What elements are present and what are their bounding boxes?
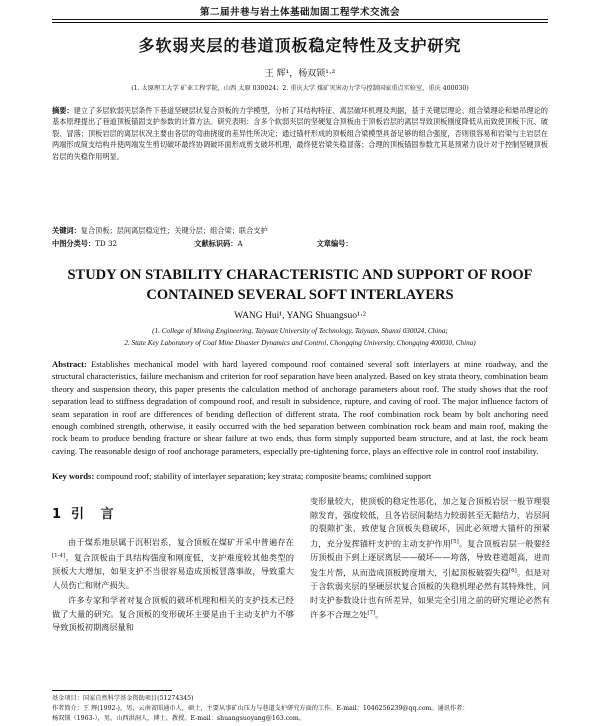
english-abstract-label: Abstract:	[52, 359, 87, 369]
classification-line	[52, 238, 548, 249]
english-affiliation-line-1: (1. College of Mining Engineering, Taiyuan University of Technology, Taiyuan, Shanxi 030024, China;	[152, 327, 448, 335]
english-title-line-1: STUDY ON STABILITY CHARACTERISTIC AND SUPPORT OF ROOF	[67, 267, 533, 283]
body-left-column	[52, 495, 294, 635]
body-right-column	[310, 495, 550, 623]
header-rule-thick	[52, 19, 548, 20]
right-paragraph-mid: 。复合顶板岩层一般要经历顶板由下到上逐层离层——破坏——垮落，导致巷道超高，进而发生片帮，从而造成顶板跨度增大，引起顶板破裂失稳	[310, 538, 550, 578]
intro-paragraph-1-rest: 。复合顶板由于具结构强度和刚度低，支护难度较其他类型的顶板大大增加，如果支护不当很容易造成顶板冒落事故，导致重大人员伤亡和财产损失。	[52, 552, 294, 590]
english-title-line-2: CONTAINED SEVERAL SOFT INTERLAYERS	[146, 287, 454, 303]
article-number-field	[317, 238, 353, 249]
intro-paragraph-2: 许多专家和学者对复合顶板的破坏机理和相关的支护技术已经做了大量的研究。复合顶板的变形破坏主要是由于主动支护力不够导致顶板初期离层量和	[52, 595, 294, 633]
citation-ref: [6]	[509, 567, 517, 574]
chinese-keywords-label: 关键词：	[52, 226, 81, 235]
footnote-author-info: 作者简介：王 辉(1992-)，男，云南省昭通市人，硕士，主要从事矿山压力与巷道支护研究方面的工作。E-mail：1046256239@qq.com。通讯作者：	[52, 705, 469, 712]
english-abstract-text: Establishes mechanical model with hard layered compound roof contained several soft interlayers at mine roadway, and the structural characteristics, failure mechanism and criterion for roof separation have been analyzed. Based on key strata theory, combination beam theory and suspension theory, this paper presents the calculation method of anchorage parameters about roof. The study shows that the roof separation lead to stiffness degradation of compound roof, and result in subsidence, rupture, and caving of roof. The major influence factors of seam separation in roof are differences of bending deflection of different strata. The roof combination rock beam by bolt anchoring need enough combined strength, otherwise, it easily occurred with the bed separation between combination rock beam and main roof, making the rock beam to produce bending fracture or shear failure at two ends, thus form simply supported beam structure, and at last, the rock beam caving. The reasonable design of roof anchorage parameters, especially pre-tightening force, plays an effective role in control roof instability.	[52, 359, 549, 456]
chinese-abstract-label: 摘要：	[52, 106, 74, 115]
section-number: 1	[52, 507, 72, 522]
class-number-field	[52, 238, 192, 249]
right-paragraph-text: 变形量较大，使顶板的稳定性恶化，加之复合顶板岩层一般节理裂隙发育，强度较低，且各岩层间黏结力较弱甚至无黏结力，岩层间的裂隙扩张，致使复合顶板失稳破坏，因此必须增大锚杆的预紧力，充分发挥锚杆支护的主动支护作用	[310, 496, 550, 549]
footnote-funding: 基金项目：国家自然科学基金资助项目(51274345)	[52, 695, 194, 702]
english-abstract	[52, 358, 548, 457]
section-heading-introduction	[52, 503, 294, 522]
footnote-corresponding: 杨双锁（1963-），男，山西洪洞人，博士，教授。E-mail：shuangsuoyang@163.com。	[52, 715, 305, 722]
right-paragraph-rest: 。但是对于含软弱夹层的坚硬层状复合顶板的失稳机理必然有其特殊性，同时支护参数设计也有所差异，如果完全引用之前的研究理论必然有许多不合理之处	[310, 567, 550, 620]
doc-code-value: A	[237, 239, 243, 248]
citation-ref: [5]	[450, 538, 459, 545]
chinese-abstract-text: 建立了多层软弱夹层条件下巷道坚硬层状复合顶板的力学模型，分析了其结构特征、离层破坏机理及判据，基于关键层理论、组合梁理论和悬吊理论的基本原理提出了巷道顶板锚固支护参数的计算方法。研究表明：含多个软弱夹层的坚硬复合顶板由于顶板岩层的离层导致顶板刚度降低从而致使顶板下沉、破裂、冒落；顶板岩层的离层状况主要由各层的弯曲挠度的差异性所决定；通过锚杆形成的顶板组合梁模型具备足够的组合强度，否则很容易和岩梁与主岩层在两端形成简支结构并使两端发生剪切破坏最终协调破坏面形成剪支破坏机理，最终使岩梁失稳冒落；合理的顶板锚固参数尤其是预紧力设计对于控制坚硬顶板岩层的失稳作用明显。	[52, 106, 548, 161]
running-head: 第二届井巷与岩土体基础加固工程学术交流会	[199, 7, 400, 18]
section-title: 引 言	[71, 507, 120, 522]
intro-paragraph-1	[52, 536, 294, 592]
english-authors: WANG Hui¹, YANG Shuangsuo¹·²	[234, 311, 366, 321]
class-number-value: TD 32	[95, 239, 118, 248]
english-keywords	[52, 470, 548, 482]
doc-code-label: 文献标识码：	[194, 239, 238, 248]
chinese-keywords	[52, 225, 548, 236]
chinese-abstract	[52, 105, 548, 162]
english-affiliation-line-2: 2. State Key Laboratory of Coal Mine Disaster Dynamics and Control, Chongqing University, Chongqing 400030, China)	[124, 338, 476, 347]
english-affiliation	[40, 326, 560, 349]
chinese-authors: 王 辉¹，杨双锁¹·²	[264, 69, 336, 79]
footnote-rule	[52, 690, 172, 691]
english-keywords-label: Key words:	[52, 471, 95, 481]
article-number-label: 文章编号：	[316, 239, 353, 248]
right-paragraph-end: 。	[375, 609, 384, 620]
chinese-title: 多软弱夹层的巷道顶板稳定特性及支护研究	[138, 36, 462, 55]
chinese-keywords-text: 复合顶板；层间离层稳定性；关键分层；组合梁；联合支护	[80, 226, 268, 235]
english-keywords-text: compound roof; stability of interlayer separation; key strata; composite beams; combined support	[94, 471, 432, 481]
chinese-affiliation: (1. 太原理工大学 矿业工程学院，山西 太原 030024；2. 重庆大学 煤矿灾害动力学与控制国家重点实验室，重庆 400030)	[131, 85, 469, 92]
footnotes	[52, 694, 548, 724]
doc-code-field	[194, 238, 314, 249]
header-rule-thin	[52, 22, 548, 23]
citation-ref: [7]	[367, 610, 376, 617]
english-title	[30, 265, 570, 305]
citation-ref: [1-4]	[52, 552, 66, 559]
class-number-label: 中图分类号：	[52, 239, 96, 248]
intro-paragraph-1-text: 由于煤系地层属于沉积岩系，复合顶板在煤矿开采中普遍存在	[68, 537, 294, 547]
